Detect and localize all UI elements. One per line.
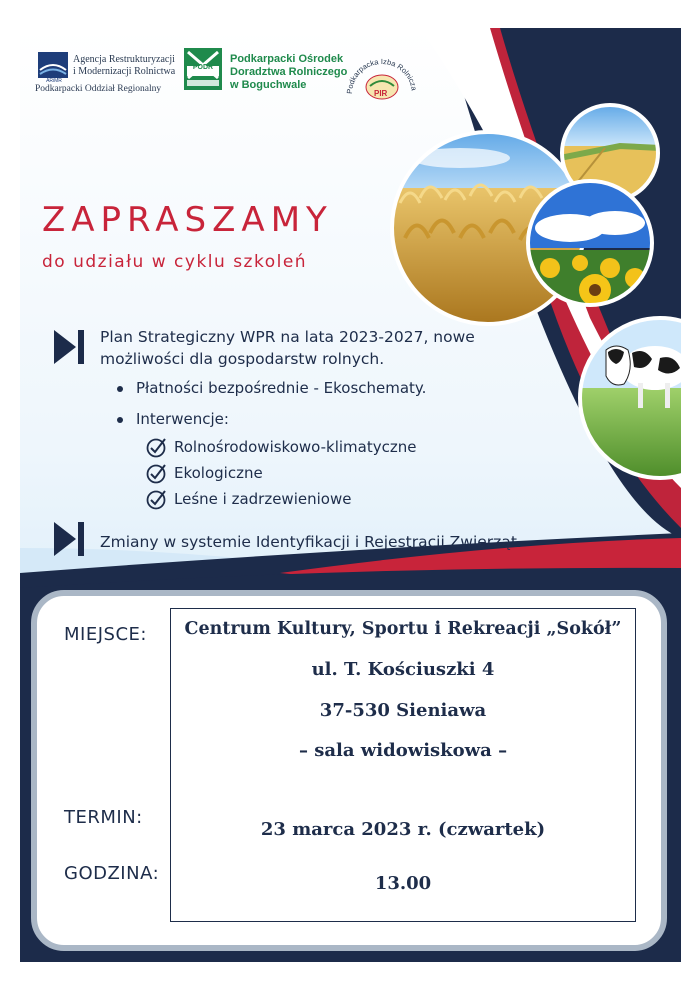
check-circle-icon <box>146 436 168 458</box>
bullet-dot-icon <box>117 417 123 423</box>
bullet-ekoschematy: Płatności bezpośrednie - Ekoschematy. <box>136 379 427 397</box>
date-label: TERMIN: <box>64 807 143 828</box>
podr-name-line3: w Boguchwale <box>230 79 307 91</box>
arimr-name-line1: Agencja Restrukturyzacji <box>73 54 175 65</box>
podr-name-line1: Podkarpacki Ośrodek <box>230 53 344 65</box>
check-circle-icon <box>146 462 168 484</box>
check-circle-icon <box>146 488 168 510</box>
venue-street: ul. T. Kościuszki 4 <box>311 659 495 680</box>
venue-name: Centrum Kultury, Sportu i Rekreacji „Sokół” <box>184 619 622 639</box>
info-box <box>170 608 636 922</box>
headline-title: ZAPRASZAMY <box>42 200 333 240</box>
bullet-dot-icon <box>117 386 123 392</box>
check-item-2: Ekologiczne <box>174 464 263 482</box>
arimr-logo-icon <box>38 52 68 78</box>
event-time: 13.00 <box>374 873 432 894</box>
arimr-region: Podkarpacki Oddział Regionalny <box>35 84 162 94</box>
event-date: 23 marca 2023 r. (czwartek) <box>260 819 546 840</box>
arimr-name-line2: i Modernizacji Rolnictwa <box>73 66 176 77</box>
poster <box>20 28 681 962</box>
arimr-logo-label: ARiMR <box>46 78 62 84</box>
check-item-1: Rolnośrodowiskowo-klimatyczne <box>174 438 417 456</box>
topic2-arrow-icon <box>54 522 86 556</box>
topic1-line1: Plan Strategiczny WPR na lata 2023-2027, nowe <box>100 328 475 346</box>
headline-subtitle: do udziału w cyklu szkoleń <box>42 252 308 272</box>
pir-arc-text: Podkarpacka Izba Rolnicza <box>344 56 419 95</box>
venue-city: 37-530 Sieniawa <box>319 700 487 721</box>
podr-name-line2: Doradztwa Rolniczego <box>230 66 348 78</box>
bullet-interwencje: Interwencje: <box>136 410 229 428</box>
topic1-line2: możliwości dla gospodarstw rolnych. <box>100 350 385 368</box>
topic1-arrow-icon <box>54 330 86 364</box>
time-label: GODZINA: <box>64 863 160 884</box>
place-label: MIEJSCE: <box>64 624 147 645</box>
topic2-text: Zmiany w systemie Identyfikacji i Rejestracji Zwierząt. <box>100 533 522 551</box>
check-item-3: Leśne i zadrzewieniowe <box>174 490 352 508</box>
podr-logo-label: PODR <box>192 64 214 71</box>
venue-room: – sala widowiskowa – <box>298 740 508 761</box>
pir-logo-icon <box>342 42 420 104</box>
pir-logo-label: PIR <box>374 89 388 98</box>
